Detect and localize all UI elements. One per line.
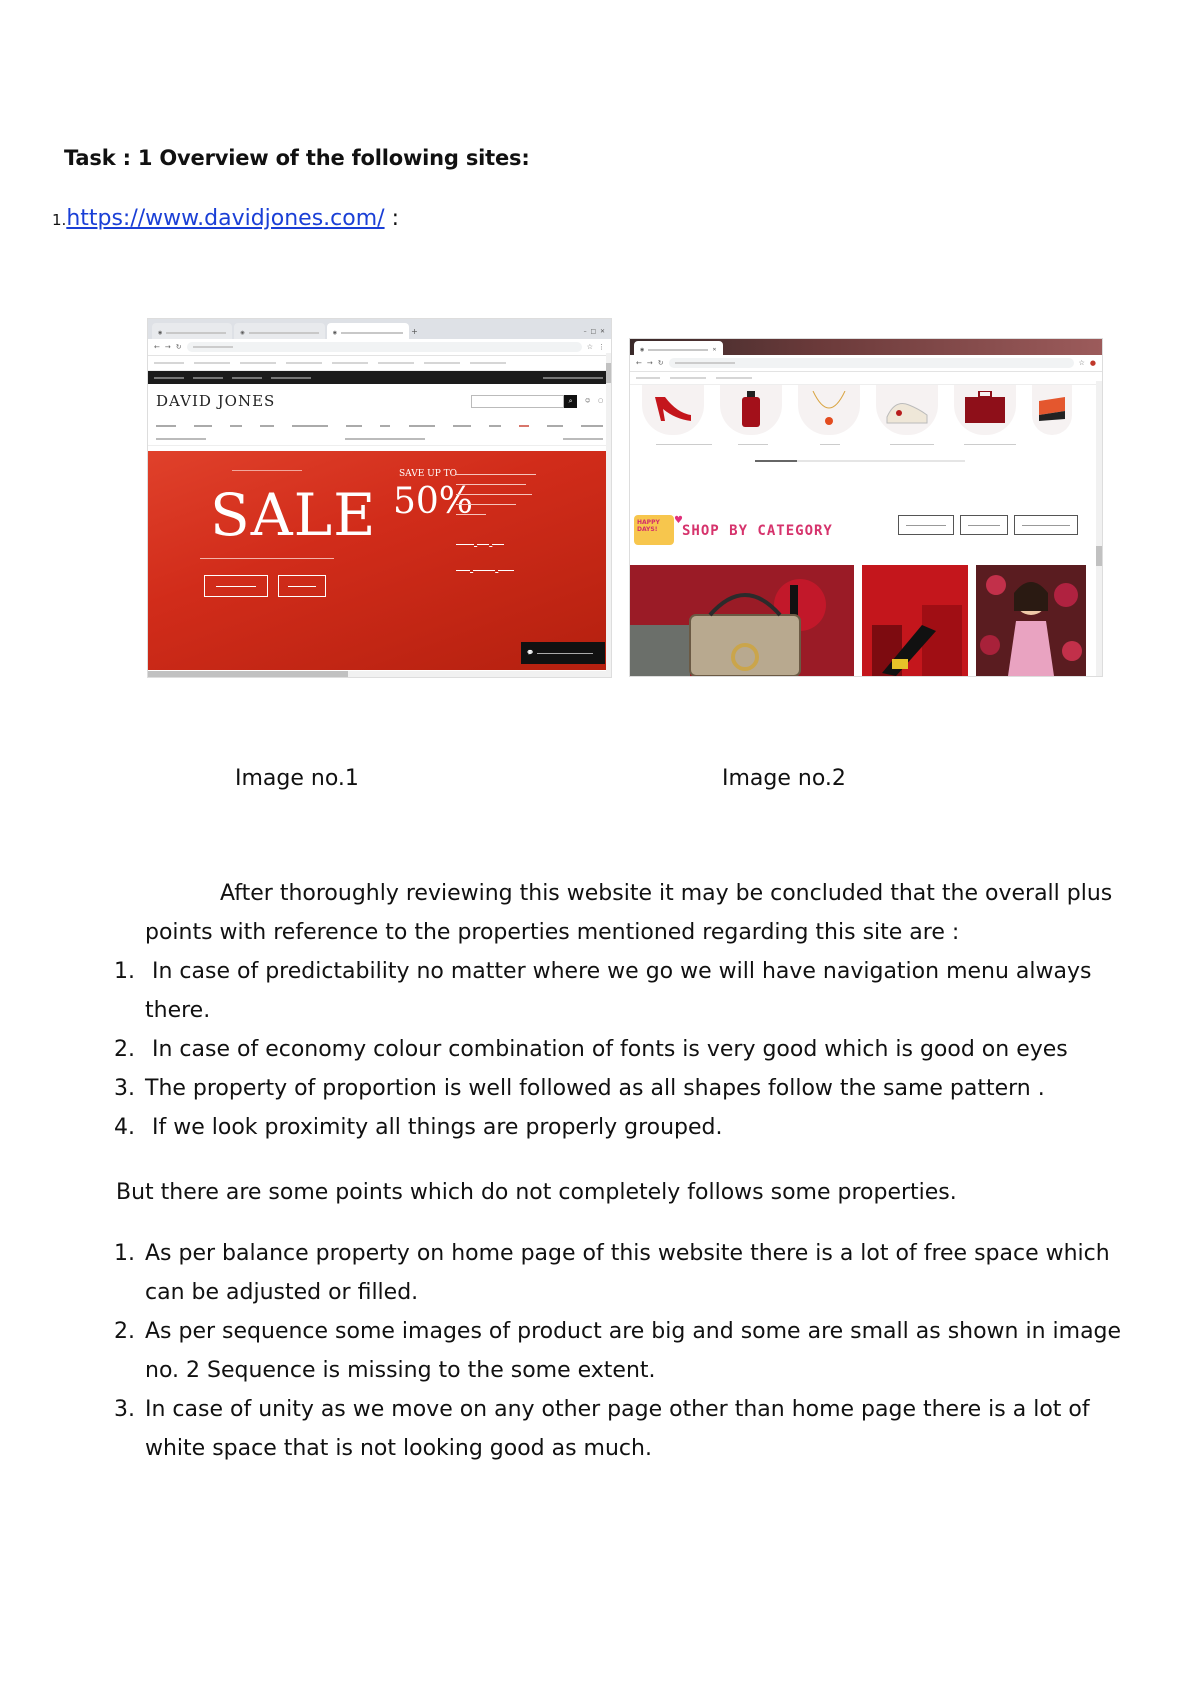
minus-points-list [114,1234,1174,1468]
horizontal-scrollbar [148,671,611,677]
browser-tab: ◉ ✕ [634,341,723,355]
browser-tab-strip [148,319,611,339]
sale-subline [200,555,334,561]
product-label [890,441,934,446]
new-tab-icon: + [411,327,418,336]
menu-dots-icon: ⋮ [598,343,605,351]
product-tile [876,385,938,435]
intro-line-1: After thoroughly reviewing this website it may be concluded that the overall plus [220,881,1113,906]
site-number: 1. [52,211,67,229]
product-tile [720,385,782,435]
hero-kicker [232,467,302,473]
product-tile [954,385,1016,435]
product-carousel [630,385,1102,445]
star-icon: ☆ [1078,359,1085,367]
hero-links [456,541,504,547]
profile-icon: ● [1089,359,1096,367]
list-item: 1. In case of predictability no matter where we go we will have navigation menu always there. [114,959,1092,1023]
chat-button [521,642,605,664]
main-nav [148,418,611,433]
product-tile [798,385,860,435]
forward-arrow-icon: → [646,359,653,367]
sale-headline: SALE [210,481,377,549]
heart-icon: ♥ [674,515,683,526]
red-heel-icon [651,391,695,427]
list-item: 2. As per sequence some images of product are big and some are small as shown in image no. 2 Sequence is missing to the some extent. [114,1319,1122,1383]
screenshot-category-page [630,339,1102,676]
window-controls-icon: – □ ✕ [583,328,605,335]
bookmarks-bar [630,372,1102,385]
reload-icon: ↻ [657,359,664,367]
necklace-icon [811,391,847,429]
category-image-bags [630,565,854,676]
search-field [471,395,564,408]
product-tile [1032,385,1072,435]
list-item: 2. In case of economy colour combination of fonts is very good which is good on eyes [114,1037,1068,1062]
reload-icon: ↻ [175,343,182,351]
product-label [656,441,712,446]
brand-logo: DAVID JONES [156,392,276,410]
tab-favicon-icon: ◉ [240,329,245,336]
vertical-scrollbar [606,353,611,673]
shop-by-category-title: SHOP BY CATEGORY [682,523,833,539]
star-icon: ☆ [586,343,593,351]
address-bar [630,355,1102,372]
image-caption-1: Image no.1 [235,766,359,791]
kids-fashion-illustration [976,565,1086,676]
product-label [964,441,1016,446]
site-suffix: : [384,206,399,231]
product-tile [642,385,704,435]
task-heading: Task : 1 Overview of the following sites: [64,146,530,170]
logo-row [148,384,611,418]
promo-bar [148,433,611,446]
perfume-bottle-icon [739,391,763,429]
list-item: 4. If we look proximity all things are properly grouped. [114,1115,723,1140]
category-filter-button [898,515,954,535]
list-item: 3. The property of proportion is well followed as all shapes follow the same pattern . [114,1076,1045,1101]
discount-percent: 50% [393,481,474,522]
browser-tab-strip [630,339,1102,355]
sneaker-icon [885,391,929,427]
sale-hero-banner [148,451,611,670]
list-item: 3. In case of unity as we move on any other page other than home page there is a lot of white space that is not looking good as much. [114,1397,1090,1461]
utility-bar [148,371,611,384]
list-item: 1. As per balance property on home page of this website there is a lot of free space which can be adjusted or filled. [114,1241,1110,1305]
category-filter-button [960,515,1008,535]
gucci-bag-illustration [630,565,854,676]
browser-tab [327,323,409,339]
bookmarks-bar [148,356,611,371]
site-line [52,206,399,231]
tab-favicon-icon: ◉ [640,346,645,353]
search-icon: ⌕ [564,395,577,408]
screenshot-david-jones [148,319,611,677]
url-field [187,342,582,352]
carousel-progress [755,460,965,462]
transition-sentence: But there are some points which do not completely follows some properties. [116,1180,957,1205]
shop-sale-button [278,575,326,597]
product-label [820,441,840,446]
browser-tab [152,323,232,339]
category-image-beauty [862,565,968,676]
beauty-products-illustration [862,565,968,676]
happy-days-badge: HAPPY DAYS! [634,515,674,545]
handbag-icon [963,391,1007,425]
bag-icon: ▢ [598,398,603,404]
chat-icon: 💬 [527,650,534,656]
back-arrow-icon: ← [636,359,642,367]
save-up-to-label: SAVE UP TO [399,469,458,479]
intro-line-2: points with reference to the properties mentioned regarding this site are : [145,920,960,945]
browser-tab [234,323,324,339]
category-image-kids [976,565,1086,676]
tab-favicon-icon: ◉ [332,329,338,336]
shop-catalogue-button [204,575,268,597]
forward-arrow-icon: → [164,343,171,351]
image-caption-2: Image no.2 [722,766,846,791]
back-arrow-icon: ← [154,343,160,351]
address-bar [148,339,611,356]
url-field [669,358,1074,368]
category-filter-button [1014,515,1078,535]
tab-favicon-icon: ◉ [158,329,163,336]
product-label [738,441,768,446]
sneaker-partial-icon [1037,391,1067,425]
hero-links [456,567,514,573]
hero-description [456,469,542,515]
site-link[interactable]: https://www.davidjones.com/ [66,206,385,231]
vertical-scrollbar [1096,381,1102,676]
plus-points-list [114,952,1174,1147]
account-icon: ☺ [585,398,591,404]
